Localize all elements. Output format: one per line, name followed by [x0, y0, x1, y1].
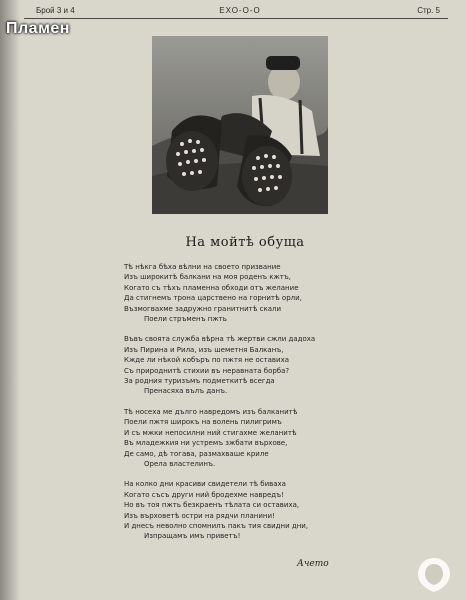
poem-line: За родния туризъмъ подметкитѣ всегда	[124, 377, 275, 386]
poem-line: Когато съсъ други ний бродехме навредъ!	[124, 490, 284, 499]
poem-line: Тѣ носеха ме дълго навредомъ изъ балканитѣ	[124, 407, 298, 416]
author-signature: Ачето	[297, 559, 329, 569]
poem-line: Да стигнемъ тронa царствено на горнитѣ орли,	[124, 294, 302, 303]
poem-line: Изъ Пирина и Рила, изъ шеметня Балканъ,	[124, 345, 284, 354]
poem-line: Кжде ли нѣкой кобъръ по пжтя не оставиха	[124, 356, 290, 365]
binding-shadow	[0, 0, 20, 600]
poem-body	[124, 262, 444, 552]
poem-line: Когато съ тѣхъ пламенна обходи отъ желание	[124, 283, 299, 292]
poem-line: И съ мжки непосилни ний стигахме желанитѣ	[124, 428, 297, 437]
page-number: Стр. 5	[417, 6, 440, 15]
poem-line: Орела властелинъ.	[144, 459, 216, 468]
poem-line: Пренасяха вълъ данъ.	[144, 387, 228, 396]
stanza-1	[124, 262, 444, 324]
journal-title: ЕХО-О-О	[219, 6, 261, 15]
poem-line: Поели стръменъ пжть	[144, 315, 227, 324]
stanza-2	[124, 334, 444, 396]
poem-line: Въвъ своята служба вѣрна тѣ жертви сжли дадоха	[124, 335, 316, 344]
poem-line: На колко дни красиви свидетели тѣ биваха	[124, 480, 286, 489]
poem-line: Възмогвахме задружно гранитнитѣ скали	[124, 304, 282, 313]
poem-line: Поели пжтя широкъ на волень пилигримъ	[124, 418, 282, 427]
poem-line: Въ младежкия ни устремъ зжбати върхове,	[124, 439, 288, 448]
header-rule	[24, 18, 448, 19]
poem-line: Изъ върховетѣ остри на рядчи планини!	[124, 511, 275, 520]
issue-number: Брой 3 и 4	[36, 6, 75, 15]
poem-line: Изпращамъ имъ приветъ!	[144, 532, 241, 541]
stanza-3	[124, 407, 444, 469]
poem-line: Тѣ нѣкга бѣха вѣлни на своето призвание	[124, 263, 281, 271]
bazar-logo-icon	[410, 554, 458, 594]
stanza-4	[124, 479, 444, 541]
hiker-photo	[152, 36, 328, 214]
poem-line: Но въ тоя пжть безкраенъ тѣлата си оставиха,	[124, 501, 300, 510]
watermark-logo: Пламен	[6, 20, 70, 37]
poem-line: Съ природнитѣ стихии въ неравната борба?	[124, 366, 290, 375]
poem-line: Де само, дѣ тогава, размахваше криле	[124, 449, 269, 458]
poem-title: На мойтѣ обуща	[185, 235, 305, 250]
poem-line: Изъ широкитѣ балкани на моя роденъ кжтъ,	[124, 273, 292, 282]
poem-line: И днесъ неволно спомнилъ пакъ тия свидни дни,	[124, 521, 309, 530]
